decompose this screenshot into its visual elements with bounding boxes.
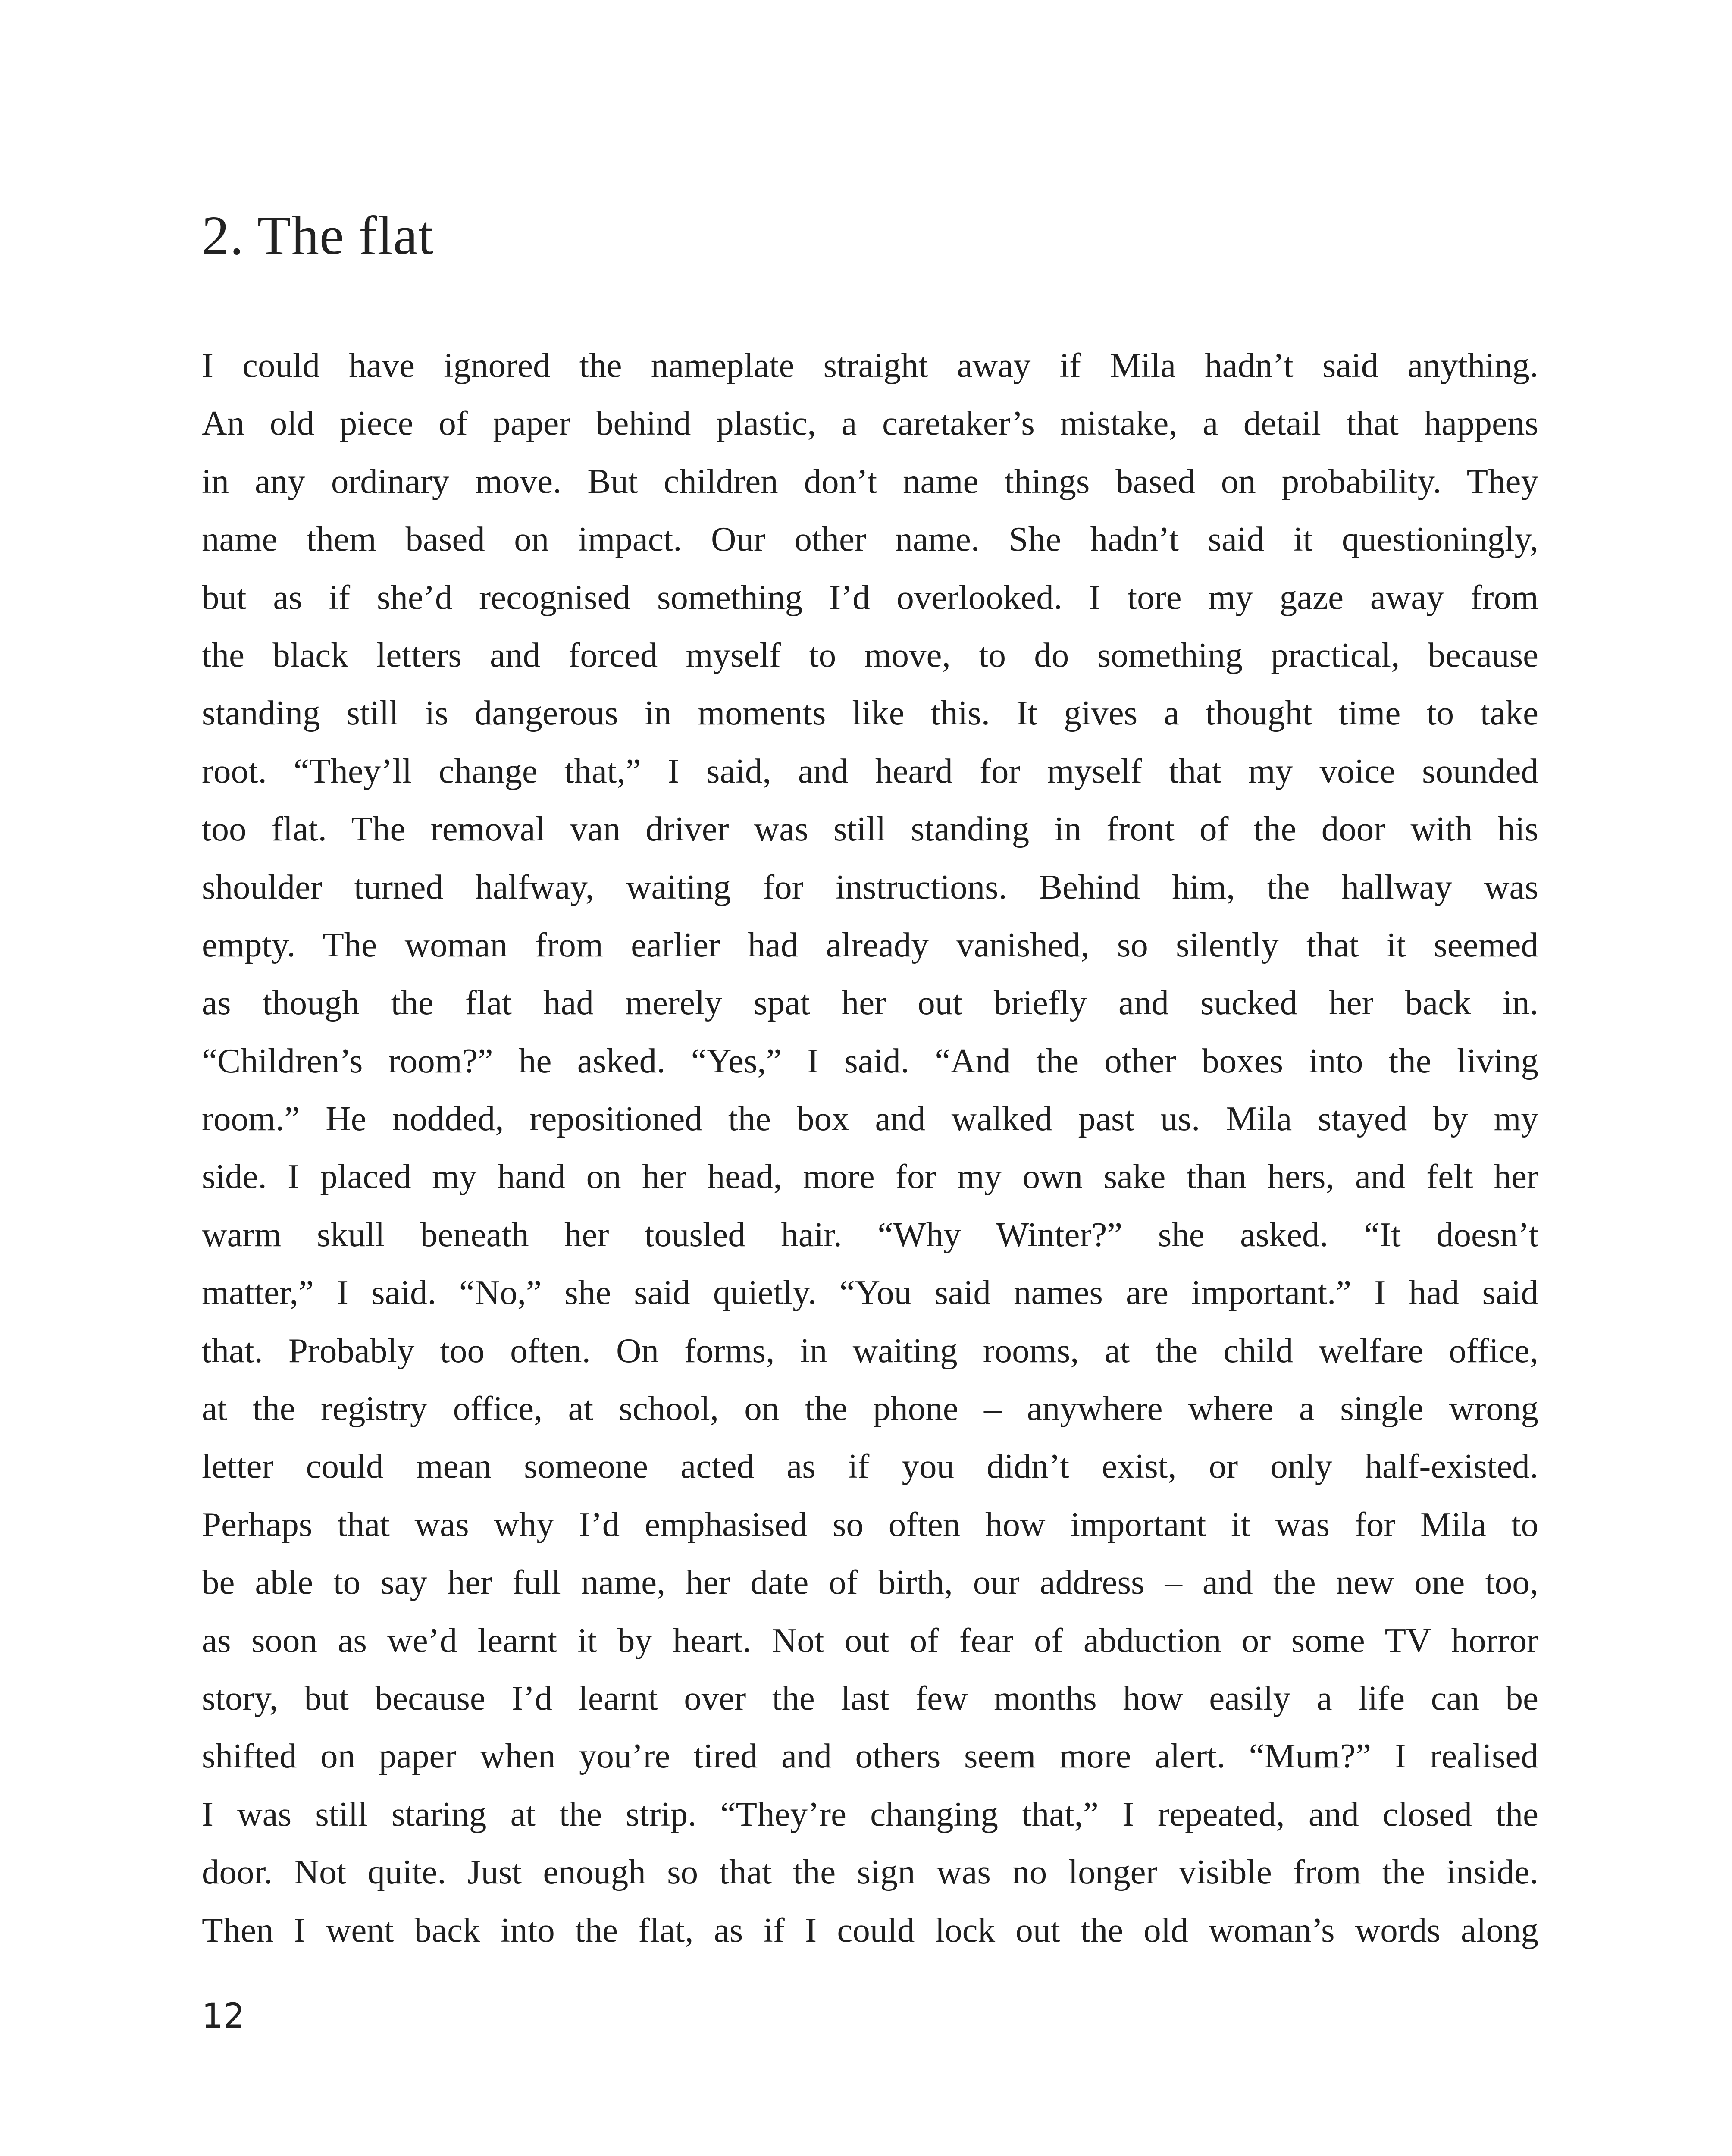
text-line: An old piece of paper behind plastic, a caretaker’s mistake, a detail that happens: [202, 404, 1538, 443]
text-line: as soon as we’d learnt it by heart. Not out of fear of abduction or some TV horror: [202, 1620, 1538, 1660]
text-line: as though the flat had merely spat her out briefly and sucked her back in.: [202, 983, 1538, 1022]
chapter-title: 2. The flat: [202, 205, 434, 266]
text-line: standing still is dangerous in moments like this. It gives a thought time to take: [202, 693, 1538, 733]
text-line: I could have ignored the nameplate straight away if Mila hadn’t said anything.: [202, 346, 1538, 385]
text-line: Perhaps that was why I’d emphasised so often how important it was for Mila to: [202, 1504, 1538, 1544]
text-line: the black letters and forced myself to move, to do something practical, because: [202, 635, 1538, 674]
text-line: name them based on impact. Our other name. She hadn’t said it questioningly,: [202, 520, 1538, 559]
text-line: too flat. The removal van driver was still standing in front of the door with his: [202, 809, 1538, 849]
text-line: that. Probably too often. On forms, in waiting rooms, at the child welfare office,: [202, 1331, 1538, 1370]
text-line: but as if she’d recognised something I’d overlooked. I tore my gaze away from: [202, 577, 1538, 617]
text-line: “Children’s room?” he asked. “Yes,” I said. “And the other boxes into the living: [202, 1041, 1538, 1080]
text-line: Then I went back into the flat, as if I could lock out the old woman’s words along: [202, 1910, 1538, 1949]
text-line: empty. The woman from earlier had already vanished, so silently that it seemed: [202, 925, 1538, 964]
text-line: at the registry office, at school, on the phone – anywhere where a single wrong: [202, 1389, 1538, 1428]
text-line: warm skull beneath her tousled hair. “Why Winter?” she asked. “It doesn’t: [202, 1215, 1538, 1254]
text-line: be able to say her full name, her date of birth, our address – and the new one too,: [202, 1563, 1538, 1602]
text-line: door. Not quite. Just enough so that the sign was no longer visible from the inside.: [202, 1852, 1538, 1892]
text-line: in any ordinary move. But children don’t name things based on probability. They: [202, 461, 1538, 501]
text-line: side. I placed my hand on her head, more for my own sake than hers, and felt her: [202, 1157, 1538, 1196]
text-line: shoulder turned halfway, waiting for instructions. Behind him, the hallway was: [202, 867, 1538, 906]
text-line: letter could mean someone acted as if you didn’t exist, or only half-existed.: [202, 1447, 1538, 1486]
text-line: shifted on paper when you’re tired and others seem more alert. “Mum?” I realised: [202, 1736, 1538, 1776]
text-line: story, but because I’d learnt over the last few months how easily a life can be: [202, 1678, 1538, 1717]
body-text: [202, 336, 1538, 1959]
text-line: matter,” I said. “No,” she said quietly. “You said names are important.” I had said: [202, 1273, 1538, 1312]
text-line: I was still staring at the strip. “They’re changing that,” I repeated, and closed the: [202, 1794, 1538, 1833]
text-line: room.” He nodded, repositioned the box and walked past us. Mila stayed by my: [202, 1099, 1538, 1138]
text-line: root. “They’ll change that,” I said, and heard for myself that my voice sounded: [202, 751, 1538, 790]
page-number: 12: [202, 1997, 245, 2036]
